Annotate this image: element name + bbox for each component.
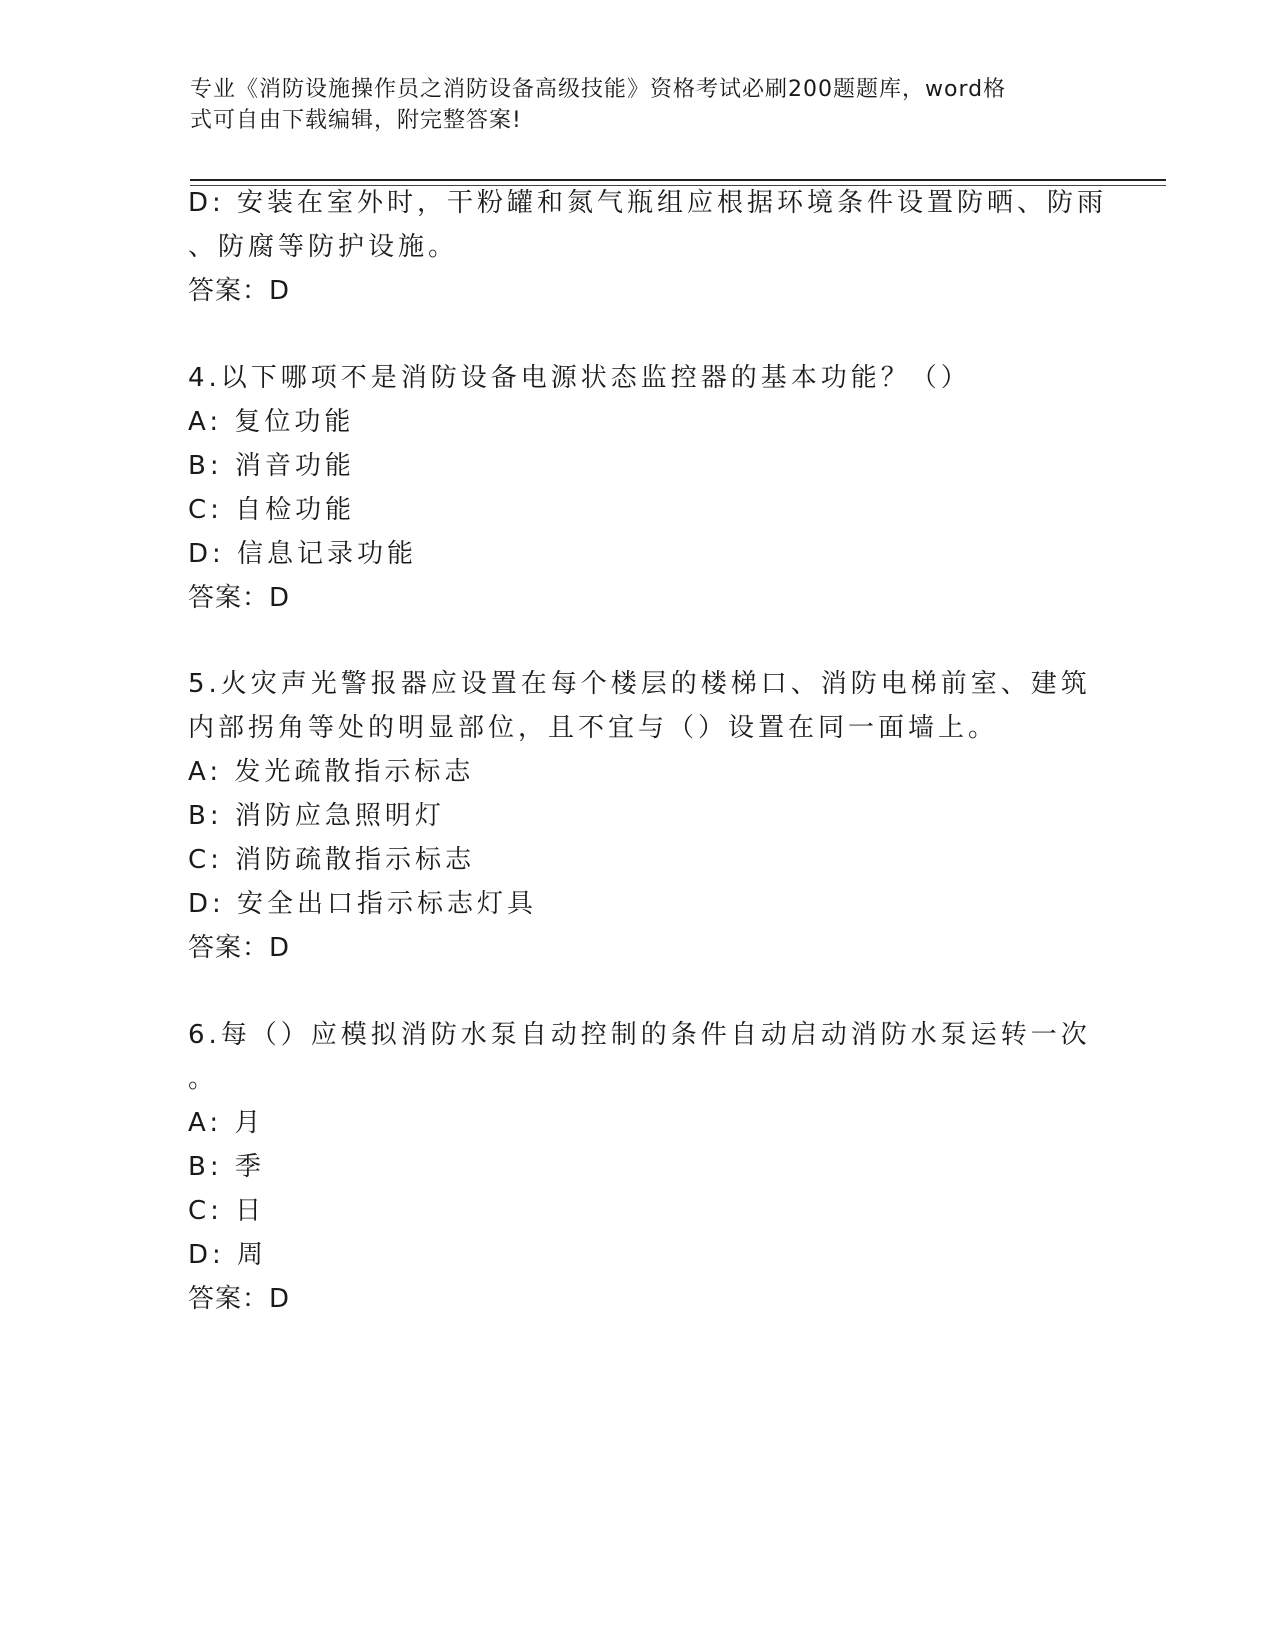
q5-answer: 答案：D	[188, 933, 291, 963]
q5-option-c: C: 消防疏散指示标志	[188, 845, 476, 875]
q5-option-b: B: 消防应急照明灯	[188, 801, 445, 831]
q5-stem-line1: 5.火灾声光警报器应设置在每个楼层的楼梯口、消防电梯前室、建筑	[188, 669, 1091, 699]
page-header	[190, 74, 1080, 136]
q5-option-d: D: 安全出口指示标志灯具	[188, 889, 538, 919]
q3-answer: 答案：D	[188, 276, 291, 306]
q6-option-a: A: 月	[188, 1108, 265, 1138]
header-line-2: 式可自由下载编辑，附完整答案!	[190, 108, 522, 133]
q6-answer: 答案：D	[188, 1284, 291, 1314]
header-line-1: 专业《消防设施操作员之消防设备高级技能》资格考试必刷200题题库，word格	[190, 77, 1007, 102]
q3-option-d-line1: D: 安装在室外时，干粉罐和氮气瓶组应根据环境条件设置防晒、防雨	[188, 188, 1108, 218]
q4-option-a: A: 复位功能	[188, 407, 355, 437]
q3-option-d-line2: 、防腐等防护设施。	[188, 232, 459, 262]
q4-answer: 答案：D	[188, 583, 291, 613]
header-divider-thick	[190, 179, 1166, 181]
q4-option-d: D: 信息记录功能	[188, 539, 418, 569]
q4-option-c: C: 自检功能	[188, 495, 356, 525]
q4-option-b: B: 消音功能	[188, 451, 355, 481]
q6-option-b: B: 季	[188, 1152, 265, 1182]
q6-stem-line1: 6.每（）应模拟消防水泵自动控制的条件自动启动消防水泵运转一次	[188, 1020, 1091, 1050]
q6-option-c: C: 日	[188, 1196, 266, 1226]
q6-option-d: D: 周	[188, 1240, 268, 1270]
q4-stem: 4.以下哪项不是消防设备电源状态监控器的基本功能？（）	[188, 363, 971, 393]
q5-option-a: A: 发光疏散指示标志	[188, 757, 475, 787]
q5-stem-line2: 内部拐角等处的明显部位，且不宜与（）设置在同一面墙上。	[188, 713, 999, 743]
q6-stem-line2: 。	[188, 1064, 219, 1094]
